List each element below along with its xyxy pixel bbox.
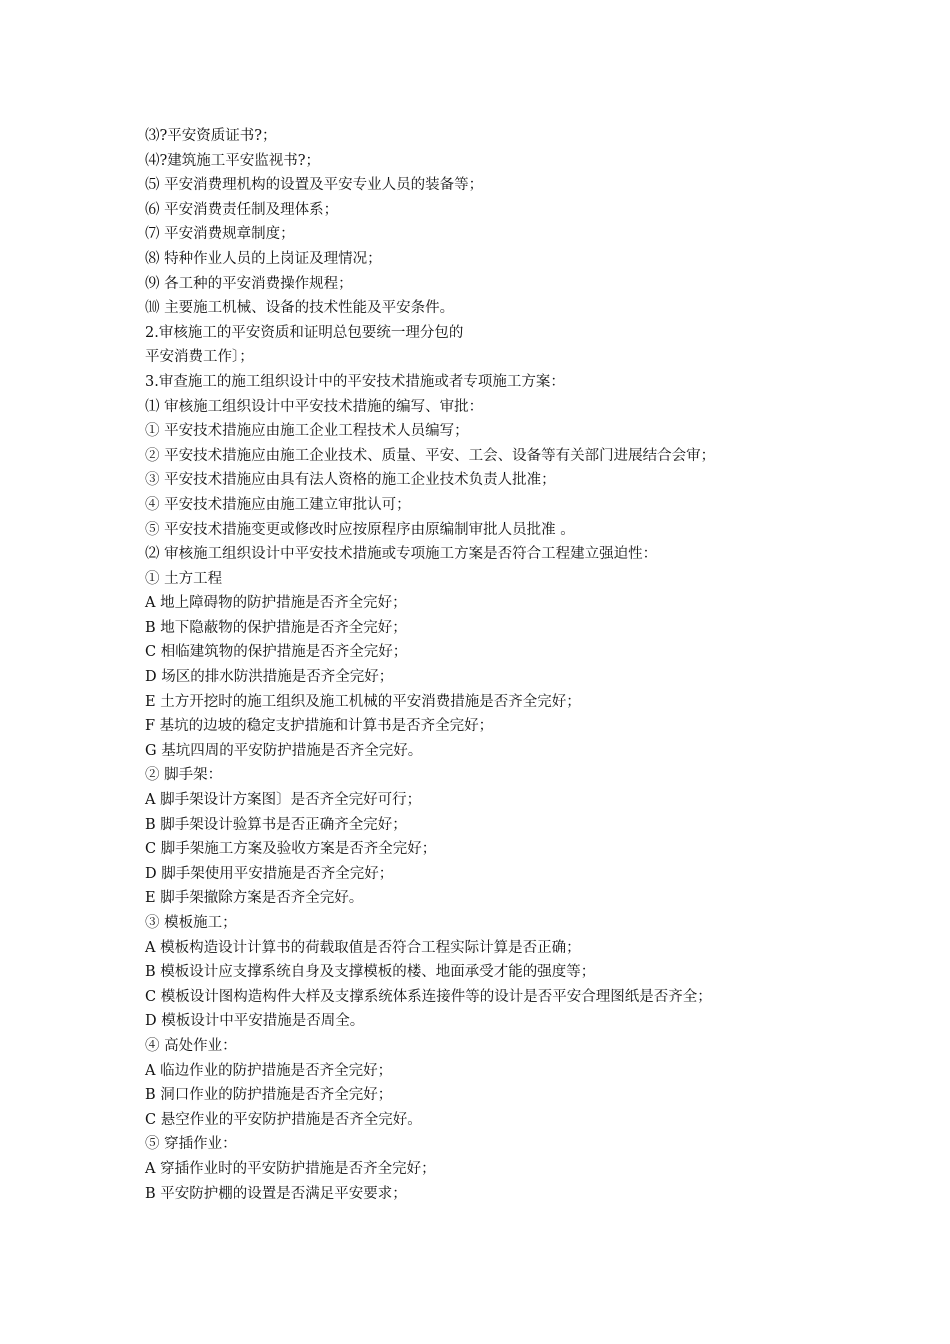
document-line: ⑶?平安资质证书?；	[145, 128, 277, 144]
document-line: B 洞口作业的防护措施是否齐全完好；	[145, 1087, 393, 1104]
document-line: ③ 模板施工；	[145, 915, 237, 931]
document-line: ① 土方工程	[145, 570, 223, 587]
document-line: ④ 高处作业：	[145, 1037, 237, 1054]
document-line: ④ 平安技术措施应由施工建立审批认可；	[145, 496, 411, 513]
document-line: A 临边作业的防护措施是否齐全完好；	[145, 1062, 393, 1079]
document-line: B 平安防护棚的设置是否满足平安要求；	[145, 1185, 407, 1202]
document-line: ⑺ 平安消费规章制度；	[145, 226, 295, 243]
document-line: A 地上障碍物的防护措施是否齐全完好；	[145, 595, 407, 612]
document-line: D 场区的排水防洪措施是否齐全完好；	[145, 669, 394, 686]
document-line: B 地下隐蔽物的保护措施是否齐全完好；	[145, 619, 407, 636]
document-line: A 脚手架设计方案图〕是否齐全完好可行；	[145, 792, 422, 809]
document-line: G 基坑四周的平安防护措施是否齐全完好。	[145, 742, 423, 759]
document-line: ⑽ 主要施工机械、设备的技术性能及平安条件。	[145, 300, 455, 317]
document-line: 2.审核施工的平安资质和证明总包要统一理分包的	[145, 324, 464, 341]
document-line: ⑻ 特种作业人员的上岗证及理情况；	[145, 250, 382, 267]
document-line: ⑹ 平安消费责任制及理体系；	[145, 201, 339, 218]
document-line: ⑼ 各工种的平安消费操作规程；	[145, 275, 353, 292]
document-line: A 模板构造设计计算书的荷载取值是否符合工程实际计算是否正确；	[145, 939, 581, 956]
document-body	[145, 124, 845, 1206]
document-line: C 脚手架施工方案及验收方案是否齐全完好；	[145, 841, 437, 858]
document-line: ③ 平安技术措施应由具有法人资格的施工企业技术负责人批准；	[145, 472, 556, 489]
document-line: A 穿插作业时的平安防护措施是否齐全完好；	[145, 1160, 436, 1177]
document-line: ⑵ 审核施工组织设计中平安技术措施或专项施工方案是否符合工程建立强迫性：	[145, 546, 658, 563]
document-line: ① 平安技术措施应由施工企业工程技术人员编写；	[145, 423, 469, 440]
document-line: ⑴ 审核施工组织设计中平安技术措施的编写、审批：	[145, 398, 484, 415]
document-line: ② 平安技术措施应由施工企业技术、质量、平安、工会、设备等有关部门进展结合会审；	[145, 447, 716, 464]
document-line: C 模板设计图构造构件大样及支撑系统体系连接件等的设计是否平安合理图纸是否齐全；	[145, 988, 712, 1005]
document-line: D 脚手架使用平安措施是否齐全完好；	[145, 865, 394, 882]
document-line: E 土方开挖时的施工组织及施工机械的平安消费措施是否齐全完好；	[145, 693, 581, 710]
document-line: F 基坑的边坡的稳定支护措施和计算书是否齐全完好；	[145, 718, 494, 735]
document-line: B 模板设计应支撑系统自身及支撑模板的楼、地面承受才能的强度等；	[145, 964, 596, 981]
document-line: ⑷?建筑施工平安监视书?；	[145, 152, 321, 169]
document-line: ⑸ 平安消费理机构的设置及平安专业人员的装备等；	[145, 177, 484, 194]
document-line: 平安消费工作〕；	[145, 349, 254, 366]
document-line: ⑤ 穿插作业：	[145, 1136, 237, 1153]
document-line: B 脚手架设计验算书是否正确齐全完好；	[145, 816, 407, 833]
document-line: C 相临建筑物的保护措施是否齐全完好；	[145, 644, 408, 661]
document-line: D 模板设计中平安措施是否周全。	[145, 1013, 365, 1030]
document-line: ⑤ 平安技术措施变更或修改时应按原程序由原编制审批人员批准 。	[145, 521, 575, 538]
document-line: C 悬空作业的平安防护措施是否齐全完好。	[145, 1111, 422, 1128]
document-line: 3.审查施工的施工组织设计中的平安技术措施或者专项施工方案：	[145, 373, 565, 390]
document-line: E 脚手架撤除方案是否齐全完好。	[145, 890, 364, 907]
document-line: ② 脚手架：	[145, 767, 223, 784]
